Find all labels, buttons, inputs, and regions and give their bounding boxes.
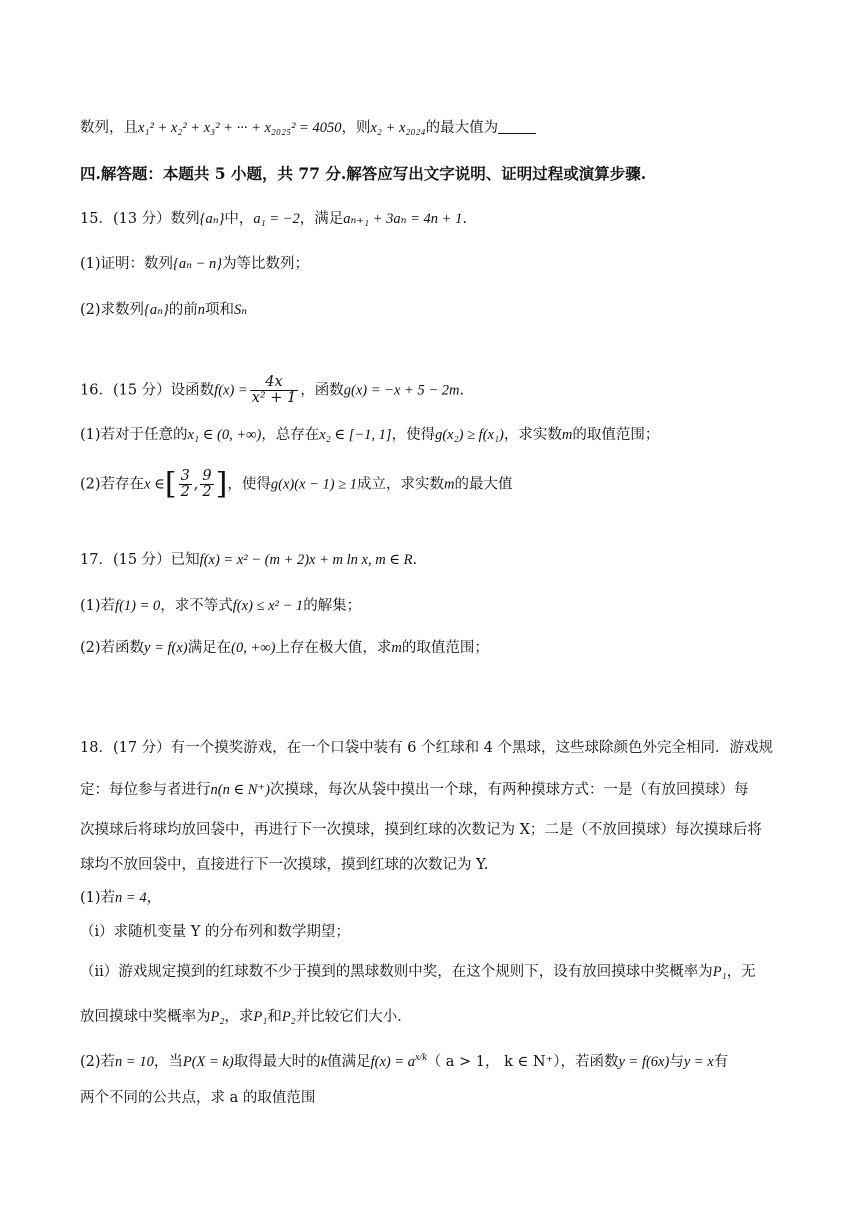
q18-part1: (1)若n = 4， — [80, 890, 162, 906]
q18-line4: 球均不放回袋中，直接进行下一次摸球，摸到红球的次数记为 Y. — [80, 857, 489, 873]
q15-stem: 15．(13 分）数列{aₙ}中，a₁ = −2，满足aₙ₊₁ + 3aₙ = 4n + 1. — [80, 211, 467, 227]
q18-part1-ii-line2: 放回摸球中奖概率为P₂，求P₁和P₂并比较它们大小． — [80, 1009, 412, 1025]
q15-part1: (1)证明：数列{aₙ − n}为等比数列； — [80, 256, 310, 272]
q18-part2-line2: 两个不同的公共点，求 a 的取值范围 — [80, 1090, 316, 1106]
q17-part2: (2)若函数y = f(x)满足在(0, +∞)上存在极大值，求m的取值范围； — [80, 640, 489, 656]
section-heading: 四.解答题：本题共 5 小题，共 77 分.解答应写出文字说明、证明过程或演算步骤. — [80, 164, 647, 183]
q18-line2: 定：每位参与者进行n(n ∈ N⁺)次摸球，每次从袋中摸出一个球，有两种摸球方式：一是（有放回摸球）每 — [80, 782, 749, 798]
f-fraction: $\frac{4x}{\text{x² + 1}}$ — [251, 374, 297, 406]
q16-stem: 16．(15 分）设函数f(x) = $\frac{4x}{\text{x² + 1}}$ ，函数g(x) = −x + 5 − 2m. — [80, 374, 465, 406]
target-expression: x₂ + x₂₀₂₄ — [370, 120, 426, 136]
interval-upper-fraction: $\frac{9}{2}$ — [202, 468, 212, 500]
q18-part1-i: （i）求随机变量 Y 的分布列和数学期望； — [80, 924, 350, 940]
q16-part1: (1)若对于任意的x₁ ∈ (0, +∞)，总存在x₂ ∈ [−1, 1]，使得g(x₂) ≥ f(x₁)，求实数m的取值范围； — [80, 427, 660, 443]
q17-part1: (1)若f(1) = 0，求不等式f(x) ≤ x² − 1的解集； — [80, 598, 362, 614]
interval-lower-fraction: $\frac{3}{2}$ — [180, 468, 190, 500]
q15-part2: (2)求数列{aₙ}的前n项和Sₙ — [80, 302, 248, 318]
intro-line: 数列，且x₁² + x₂² + x₃² + ··· + x₂₀₂₅² = 4050，则x₂ + x₂₀₂₄的最大值为 — [80, 118, 788, 138]
sum-of-squares-equation: x₁² + x₂² + x₃² + ··· + x₂₀₂₅² = 4050 — [138, 120, 342, 136]
q18-line1: 18．(17 分）有一个摸奖游戏，在一个口袋中装有 6 个红球和 4 个黑球，这些球除颜色外完全相同．游戏规 — [80, 740, 774, 756]
q18-part2-line1: (2)若n = 10，当P(X = k)取得最大时的k值满足$f(x) = a^{x/k}$（ a > 1， k ∈ N⁺），若函数y = f(6x)与y = x有 — [80, 1052, 729, 1070]
q18-part1-ii-line1: （ii）游戏规定摸到的红球数不少于摸到的黑球数则中奖，在这个规则下，设有放回摸球中奖概率为P₁，无 — [80, 964, 756, 980]
q16-part2: (2)若存在x ∈[ $\frac{3}{2}$ , $\frac{9}{2}$ ]，使得g(x)(x − 1) ≥ 1成立，求实数m的最大值 — [80, 466, 513, 502]
q17-stem: 17．(15 分）已知f(x) = x² − (m + 2)x + m ln x, m ∈ R. — [80, 552, 418, 568]
q18-line3: 次摸球后将球均放回袋中，再进行下一次摸球，摸到红球的次数记为 X；二是（不放回摸球）每次摸球后将 — [80, 822, 762, 838]
answer-blank[interactable] — [498, 119, 536, 134]
